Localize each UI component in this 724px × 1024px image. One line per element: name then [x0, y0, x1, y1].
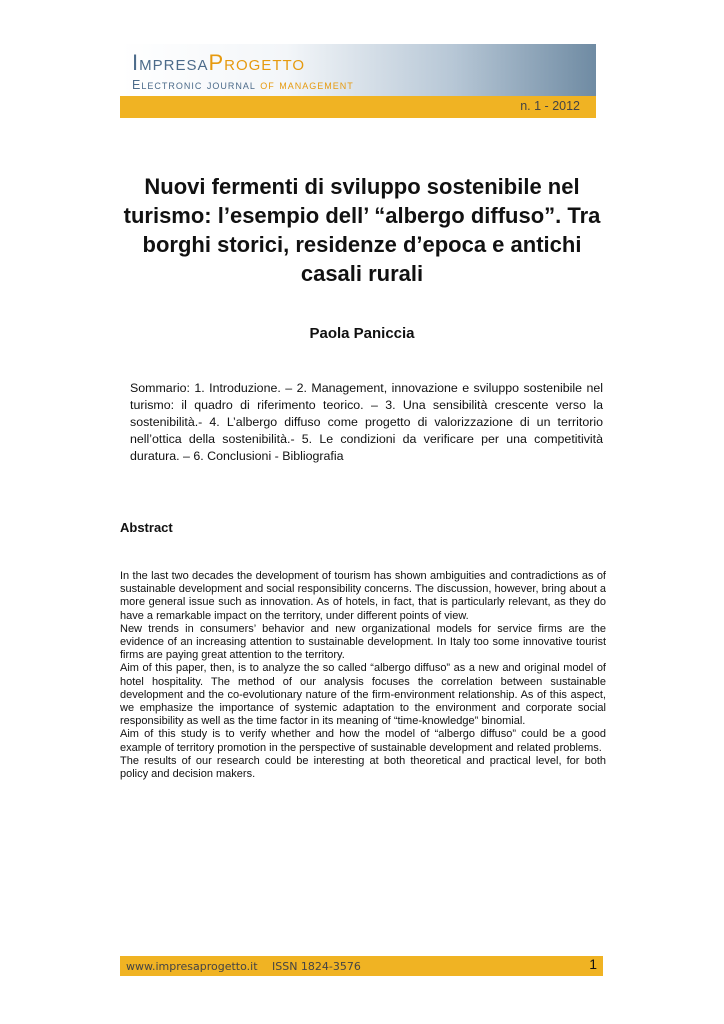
article-author: Paola Paniccia: [309, 325, 415, 342]
footer-issn: ISSN 1824-3576: [272, 960, 361, 973]
abstract-paragraph: The results of our research could be interesting at both theoretical and practical level, for both policy and decision makers.: [120, 754, 606, 781]
page-number: 1: [589, 956, 597, 972]
journal-logo: [132, 50, 305, 76]
issue-number: n. 1 - 2012: [520, 99, 580, 113]
abstract-body: [120, 570, 606, 781]
footer-website: www.impresaprogetto.it: [126, 960, 258, 973]
tagline-part1: Electronic journal: [132, 78, 261, 92]
abstract-paragraph: Aim of this paper, then, is to analyze the so called “albergo diffuso” as a new and original model of hotel hospitality. The method of our analysis focuses the correlation between sustainable development and the co-evolutionary nature of the firm-environment relationship. As of this aspect, we emphasize the importance of systemic adaptation to the environment and corporate social responsibility as well as the time factor in its meaning of “time-knowledge” binomial.: [120, 662, 606, 728]
page-footer: [120, 956, 603, 976]
journal-masthead: [120, 44, 596, 118]
brand-part2: Progetto: [208, 50, 306, 75]
journal-tagline: [132, 78, 354, 92]
brand-part1: Impresa: [132, 50, 209, 75]
table-of-contents-summary: Sommario: 1. Introduzione. – 2. Management, innovazione e sviluppo sostenibile nel turismo: il quadro di riferimento teorico. – 3. Una sensibilità crescente verso la sostenibilità.- 4. L’albergo diffuso come progetto di valorizzazione di un territorio nell’ottica della sostenibilità.- 5. Le condizioni da verificare per una competitività duratura. – 6. Conclusioni - Bibliografia: [130, 381, 603, 463]
tagline-part2: of management: [260, 78, 354, 92]
abstract-paragraph: New trends in consumers’ behavior and new organizational models for service firms are the evidence of an increasing attention to sustainable development. In Italy too some innovative tourist firms are paying great attention to the territory.: [120, 622, 606, 662]
article-title: Nuovi fermenti di sviluppo sostenibile nel turismo: l’esempio dell’ “albergo diffuso”. Tra borghi storici, residenze d’epoca e antichi casali rurali: [123, 174, 601, 286]
abstract-paragraph: Aim of this study is to verify whether and how the model of “albergo diffuso” could be a good example of territory promotion in the perspective of sustainable development and related problems.: [120, 728, 606, 754]
abstract-heading: Abstract: [120, 520, 173, 535]
abstract-paragraph: In the last two decades the development of tourism has shown ambiguities and contradictions as of sustainable development and social responsibility concerns. The discussion, however, bring about a more general issue such as innovation. As of hotels, in fact, that is particularly relevant, as they do have a remarkable impact on the territory, under different points of view.: [120, 570, 606, 622]
